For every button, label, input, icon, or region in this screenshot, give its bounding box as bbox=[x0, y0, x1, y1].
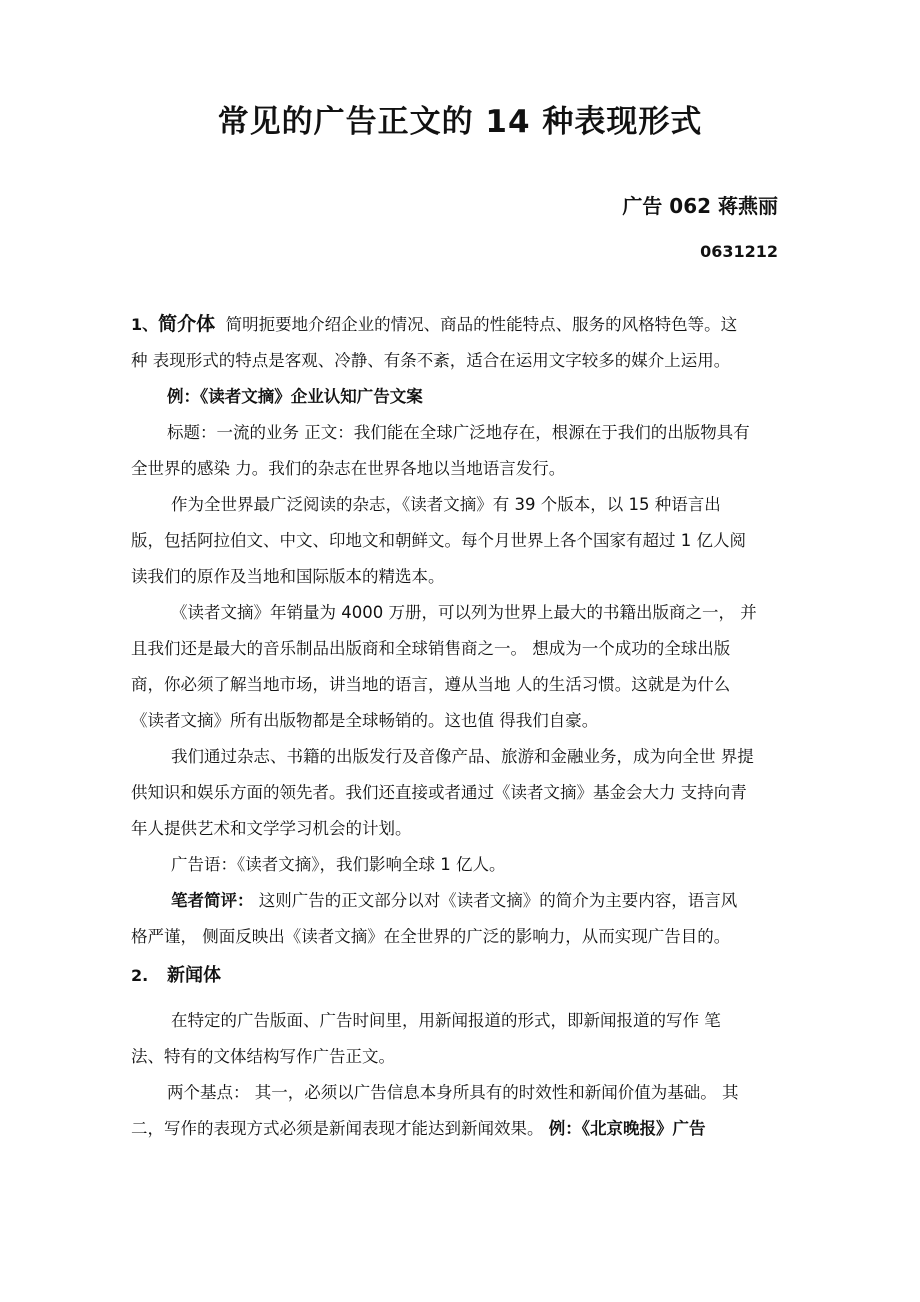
section2-example-label: 例：《北京晚报》广告 bbox=[548, 1119, 706, 1138]
section2-number: 2. bbox=[131, 966, 149, 985]
section1-p1-line1: 标题：一流的业务 正文：我们能在全球广泛地存在，根源在于我们的出版物具有 bbox=[167, 423, 750, 442]
section2-heading: 新闻体 bbox=[167, 965, 221, 986]
section1-p4-line3: 年人提供艺术和文学学习机会的计划。 bbox=[131, 819, 412, 838]
section1-example-label: 例：《读者文摘》企业认知广告文案 bbox=[167, 387, 423, 406]
section1-p2-line2: 版，包括阿拉伯文、中文、印地文和朝鲜文。每个月世界上各个国家有超过 1 亿人阅 bbox=[131, 531, 746, 550]
section1-heading: 简介体 bbox=[158, 313, 216, 335]
section1-intro-line2: 种 表现形式的特点是客观、冷静、有条不紊，适合在运用文字较多的媒介上运用。 bbox=[131, 351, 731, 370]
section1-intro-text1: 简明扼要地介绍企业的情况、商品的性能特点、服务的风格特色等。这 bbox=[225, 315, 738, 334]
student-id: 0631212 bbox=[700, 242, 778, 261]
comment-text1: 这则广告的正文部分以对《读者文摘》的简介为主要内容，语言风 bbox=[253, 891, 738, 910]
section1-p3-line2: 且我们还是最大的音乐制品出版商和全球销售商之一。 想成为一个成功的全球出版 bbox=[131, 639, 731, 658]
section1-comment-line2: 格严谨， 侧面反映出《读者文摘》在全世界的广泛的影响力，从而实现广告目的。 bbox=[131, 927, 731, 946]
section2-p2-line1: 两个基点： 其一，必须以广告信息本身所具有的时效性和新闻价值为基础。 其 bbox=[167, 1083, 739, 1102]
section1-p3-line1: 《读者文摘》年销量为 4000 万册，可以列为世界上最大的书籍出版商之一， 并 bbox=[171, 603, 757, 622]
section2-p2-text2: 二，写作的表现方式必须是新闻表现才能达到新闻效果。 bbox=[131, 1119, 549, 1138]
author-line: 广告 062 蒋燕丽 bbox=[622, 194, 778, 218]
section1-p1-line2: 全世界的感染 力。我们的杂志在世界各地以当地语言发行。 bbox=[131, 459, 566, 478]
page-title: 常见的广告正文的 14 种表现形式 bbox=[217, 104, 703, 140]
section1-p4-line1: 我们通过杂志、书籍的出版发行及音像产品、旅游和金融业务，成为向全世 界提 bbox=[171, 747, 754, 766]
section1-intro-line1 bbox=[131, 306, 793, 343]
section2-heading-row bbox=[131, 955, 793, 997]
section1-p2-line1: 作为全世界最广泛阅读的杂志，《读者文摘》有 39 个版本，以 15 种语言出 bbox=[171, 495, 721, 514]
section2-p2-line2 bbox=[131, 1111, 793, 1147]
document-body bbox=[131, 306, 793, 1147]
section2-p1-line2: 法、特有的文体结构写作广告正文。 bbox=[131, 1047, 395, 1066]
section1-p3-line4: 《读者文摘》所有出版物都是全球畅销的。这也值 得我们自豪。 bbox=[131, 711, 599, 730]
comment-label: 笔者简评： bbox=[171, 891, 254, 910]
section1-p2-line3: 读我们的原作及当地和国际版本的精选本。 bbox=[131, 567, 445, 586]
section1-comment-line1 bbox=[131, 883, 793, 919]
section1-number: 1、 bbox=[131, 315, 159, 334]
section1-p3-line3: 商，你必须了解当地市场，讲当地的语言，遵从当地 人的生活习惯。这就是为什么 bbox=[131, 675, 731, 694]
section1-slogan: 广告语：《读者文摘》，我们影响全球 1 亿人。 bbox=[171, 855, 506, 874]
section2-p1-line1: 在特定的广告版面、广告时间里，用新闻报道的形式，即新闻报道的写作 笔 bbox=[171, 1011, 721, 1030]
section1-p4-line2: 供知识和娱乐方面的领先者。我们还直接或者通过《读者文摘》基金会大力 支持向青 bbox=[131, 783, 747, 802]
